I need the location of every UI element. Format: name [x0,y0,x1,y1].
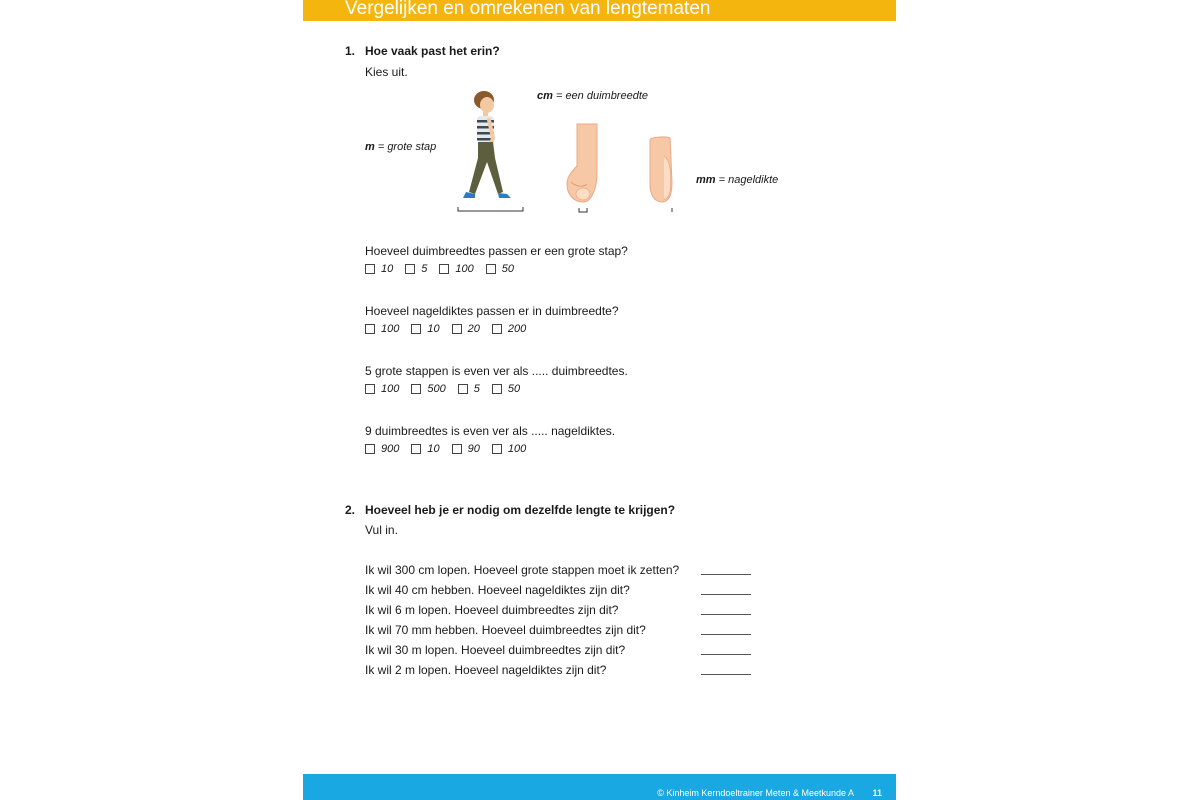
q2-row-3: Ik wil 6 m lopen. Hoeveel duimbreedtes zijn dit? [365,603,619,617]
checkbox-icon[interactable] [492,444,502,454]
option[interactable] [486,263,514,275]
q2-row-4: Ik wil 70 mm hebben. Hoeveel duimbreedtes zijn dit? [365,623,646,637]
option[interactable] [411,383,445,395]
header-bar [303,0,896,21]
option[interactable] [492,443,526,455]
option-value: 50 [501,263,514,275]
option[interactable] [458,383,480,395]
checkbox-icon[interactable] [365,444,375,454]
q2-row-2: Ik wil 40 cm hebben. Hoeveel nageldiktes zijn dit? [365,583,630,597]
page-number: 11 [872,788,882,798]
walking-boy-illustration [453,88,533,214]
answer-field[interactable] [701,594,751,595]
q2-row-1: Ik wil 300 cm lopen. Hoeveel grote stappen moet ik zetten? [365,563,680,577]
question-2-instruction: Vul in. [365,523,398,537]
question-2-title: Hoeveel heb je er nodig om dezelfde lengte te krijgen? [365,503,676,517]
fingernail-illustration [646,136,680,214]
question-1-number: 1. [345,44,356,58]
option-value: 10 [427,323,440,335]
option-value: 5 [473,383,480,395]
m-unit: m [365,141,375,153]
option[interactable] [492,383,520,395]
option-value: 200 [507,323,527,335]
option[interactable] [365,383,399,395]
option-value: 100 [455,263,474,275]
option-value: 50 [507,383,521,395]
option[interactable] [411,323,439,335]
checkbox-icon[interactable] [452,324,462,334]
checkbox-icon[interactable] [405,264,415,274]
option[interactable] [452,323,480,335]
q1-item-1-options [365,263,526,275]
checkbox-icon[interactable] [365,384,375,394]
checkbox-icon[interactable] [458,384,468,394]
m-text: = grote stap [374,141,437,153]
option-value: 900 [381,443,400,455]
option[interactable] [405,263,427,275]
option-value: 100 [381,323,400,335]
option-value: 500 [427,383,446,395]
q1-item-1-question: Hoeveel duimbreedtes passen er een grote stap? [365,244,628,258]
q1-item-4-options [365,443,538,455]
checkbox-icon[interactable] [492,384,502,394]
checkbox-icon[interactable] [486,264,496,274]
page-title: Vergelijken en omrekenen van lengtematen [345,0,711,19]
q1-item-2-question: Hoeveel nageldiktes passen er in duimbreedte? [365,304,619,318]
footer-copyright: © Kinheim Kerndoeltrainer Meten & Meetkunde A [657,788,854,798]
option[interactable] [365,443,399,455]
q1-item-2-options [365,323,538,335]
option[interactable] [452,443,480,455]
option[interactable] [411,443,439,455]
checkbox-icon[interactable] [411,444,421,454]
checkbox-icon[interactable] [411,324,421,334]
cm-unit: cm [537,90,553,102]
m-label [365,141,436,153]
option-value: 5 [421,263,428,275]
answer-field[interactable] [701,674,751,675]
checkbox-icon[interactable] [411,384,421,394]
option-value: 100 [381,383,400,395]
mm-unit: mm [696,174,716,186]
checkbox-icon[interactable] [365,264,375,274]
q1-item-3-question: 5 grote stappen is even ver als ..... duimbreedtes. [365,364,628,378]
option[interactable] [365,323,399,335]
question-1-instruction: Kies uit. [365,65,408,79]
answer-field[interactable] [701,614,751,615]
mm-text: = nageldikte [715,174,779,186]
option[interactable] [439,263,473,275]
thumb-width-illustration [561,122,601,214]
checkbox-icon[interactable] [492,324,502,334]
q1-item-4-question: 9 duimbreedtes is even ver als ..... nageldiktes. [365,424,616,438]
answer-field[interactable] [701,634,751,635]
answer-field[interactable] [701,574,751,575]
mm-label [696,174,778,186]
cm-label [537,90,648,102]
question-1-title: Hoe vaak past het erin? [365,44,500,58]
checkbox-icon[interactable] [365,324,375,334]
checkbox-icon[interactable] [439,264,449,274]
checkbox-icon[interactable] [452,444,462,454]
option[interactable] [492,323,526,335]
question-2-number: 2. [345,503,356,517]
worksheet-page [303,0,896,800]
option-value: 90 [467,443,480,455]
cm-text: = een duimbreedte [552,90,649,102]
q2-row-5: Ik wil 30 m lopen. Hoeveel duimbreedtes zijn dit? [365,643,626,657]
option[interactable] [365,263,393,275]
footer-bar [303,774,896,800]
option-value: 10 [427,443,440,455]
q1-item-3-options [365,383,532,395]
option-value: 100 [507,443,527,455]
option-value: 10 [381,263,394,275]
option-value: 20 [467,323,480,335]
answer-field[interactable] [701,654,751,655]
q2-row-6: Ik wil 2 m lopen. Hoeveel nageldiktes zijn dit? [365,663,607,677]
